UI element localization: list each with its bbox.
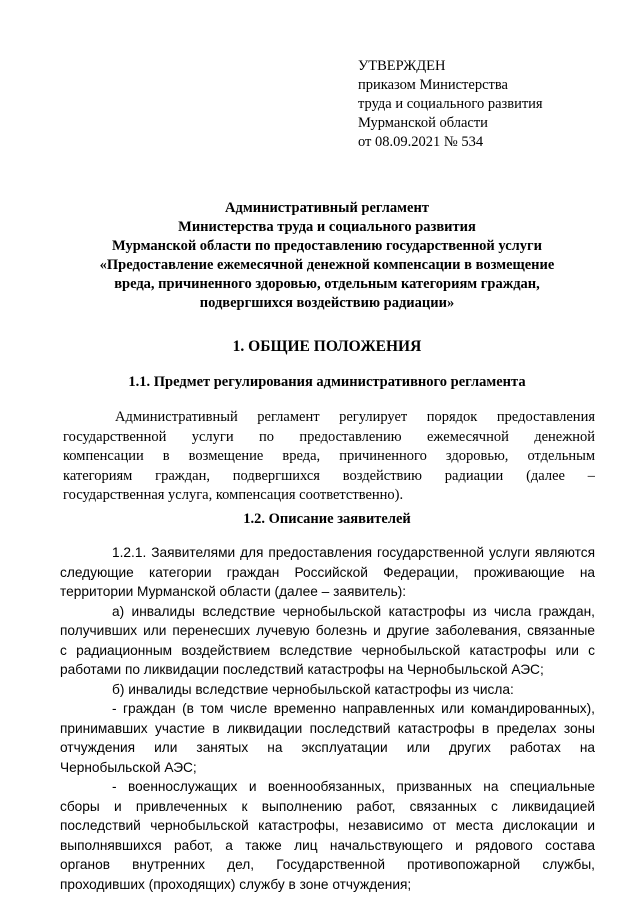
title-line: «Предоставление ежемесячной денежной компенсации в возмещение (99, 257, 555, 273)
subsection-heading: 1.2. Описание заявителей (243, 511, 411, 527)
title-line: Административный регламент (225, 200, 429, 216)
paragraph-line: проходивших (проходящих) службу в зоне отчуждения; (60, 876, 412, 892)
paragraph-line: принимавших участие в ликвидации последствий катастрофы в пределах зоны (60, 720, 595, 736)
approval-stamp (358, 57, 543, 152)
paragraph-line: - военнослужащих и военнообязанных, призванных на специальные (112, 779, 595, 794)
title-line: вреда, причиненного здоровью, отдельным категориям граждан, (114, 276, 540, 292)
title-line: Мурманской области по предоставлению государственной услуги (112, 238, 542, 254)
approval-line: труда и социального развития (358, 96, 543, 112)
paragraph-line: работами по ликвидации последствий катастрофы на Чернобыльской АЭС; (60, 662, 544, 677)
paragraph-line: государственной услуги по предоставлению ежемесячной денежной (63, 428, 595, 445)
paragraph-line: Чернобыльской АЭС; (60, 759, 197, 775)
paragraph-line: а) инвалиды вследствие чернобыльской катастрофы из числа граждан, (112, 603, 595, 619)
paragraph-line: б) инвалиды вследствие чернобыльской катастрофы из числа: (112, 681, 514, 697)
document-title (60, 199, 594, 313)
paragraph-line: органов внутренних дел, Государственной противопожарной службы, (60, 857, 595, 872)
section-heading: 1. ОБЩИЕ ПОЛОЖЕНИЯ (232, 338, 422, 355)
paragraph-line: последствий чернобыльской катастрофы, независимо от места дислокации и (60, 818, 595, 833)
paragraph-line: отчуждения или занятых на эксплуатации или других работах на (60, 740, 595, 755)
paragraph-line: следующие категории граждан Российской Федерации, проживающие на (60, 564, 595, 580)
paragraph-line: Административный регламент регулирует порядок предоставления (115, 409, 595, 425)
approval-line: Мурманской области (358, 115, 488, 131)
approval-line: от 08.09.2021 № 534 (358, 134, 484, 150)
paragraph-line: выполнявшихся работ, а также лиц начальствующего и рядового состава (60, 837, 595, 853)
paragraph-line: получивших или перенесших лучевую болезнь и другие заболевания, связанные (60, 623, 595, 638)
approval-line: УТВЕРЖДЕН (358, 58, 446, 74)
paragraph-line: категориям граждан, подвергшихся воздействию радиации (далее – (63, 467, 595, 484)
paragraph-line: территории Мурманской области (далее – заявитель): (60, 584, 407, 599)
paragraph-line: государственная услуга, компенсация соответственно). (63, 487, 404, 503)
title-line: Министерства труда и социального развития (178, 219, 476, 235)
paragraph-line: компенсации в возмещение вреда, причиненного здоровью, отдельным (63, 448, 595, 464)
paragraph-line: - граждан (в том числе временно направленных или командированных), (112, 701, 595, 716)
title-line: подвергшихся воздействию радиации» (199, 295, 455, 311)
paragraph-line: сборы и привлеченных к выполнению работ, связанных с ликвидацией (60, 798, 595, 814)
approval-line: приказом Министерства (358, 77, 508, 93)
applicants-paragraph (60, 543, 595, 894)
paragraph-line: с радиационным воздействием вследствие чернобыльской катастрофы или с (60, 642, 595, 658)
subject-paragraph (63, 408, 595, 506)
subsection-heading: 1.1. Предмет регулирования административного регламента (128, 374, 526, 390)
paragraph-line: 1.2.1. Заявителями для предоставления государственной услуги являются (112, 545, 595, 560)
